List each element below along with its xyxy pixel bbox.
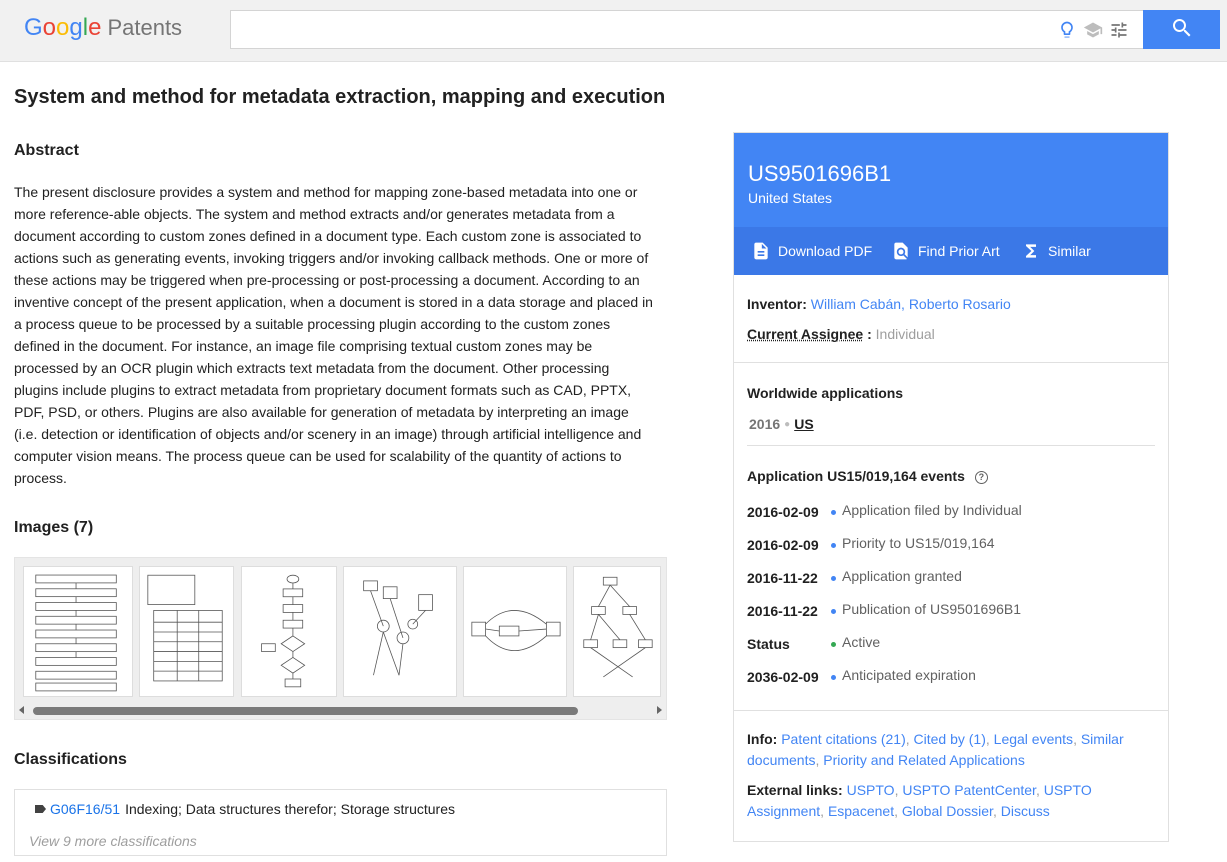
info-label: Info:	[747, 731, 778, 747]
event-row	[747, 568, 1157, 588]
worldwide-applications-title: Worldwide applications	[747, 385, 904, 401]
find-in-page-icon	[891, 241, 911, 261]
event-date: 2016-02-09	[747, 504, 819, 520]
logo-letter: G	[24, 14, 43, 41]
classifications-heading: Classifications	[14, 751, 127, 768]
google-patents-logo[interactable]	[24, 14, 182, 42]
lightbulb-icon[interactable]	[1057, 20, 1077, 40]
logo-word: Patents	[107, 15, 183, 40]
patent-title: System and method for metadata extraction, mapping and execution	[14, 86, 666, 108]
abstract-text: The present disclosure provides a system and method for mapping zone-based metadata into one or more reference-able objects. The system and method extracts and/or generates metadata from a document according to custom zones defined in a document type. Each custom zone is associated to actions such as generating events, invoking triggers and/or invoking callback methods. One or more of these actions may be triggered when pre-processing or post-processing a document. According to an inventive concept of the present application, when a document is stored in a data storage and placed in a process queue to be processed by a suitable processing plugin according to the custom zones defined in the document. For instance, an image file comprising textual custom zones may be processed by an OCR plugin which extracts text metadata from the document. Other processing plugins include plugins to extract metadata from proprietary document formats such as CAD, PPTX, PDF, PSD, or others. Plugins are also available for generation of metadata by interpreting an image (i.e. detection or identification of objects and/or scenery in an image) through artificial intelligence and computer vision means. The process queue can be used for scalability of the quantity of actions to process.	[14, 184, 653, 486]
external-links-label: External links:	[747, 782, 843, 798]
classification-code-link[interactable]: G06F16/51	[50, 801, 121, 817]
event-row	[747, 535, 1157, 555]
help-icon[interactable]: ?	[975, 471, 988, 484]
event-text: Publication of US9501696B1	[842, 601, 1022, 617]
patent-info-card	[733, 132, 1169, 842]
event-row	[747, 667, 1157, 687]
download-pdf-button[interactable]	[751, 241, 872, 261]
event-text: Application granted	[842, 568, 962, 584]
priority-applications-link[interactable]: Priority and Related Applications	[823, 752, 1025, 768]
global-dossier-link[interactable]: Global Dossier	[901, 803, 993, 819]
worldwide-application-row	[749, 416, 814, 432]
divider	[734, 710, 1168, 711]
inventor-row: Inventor: William Cabán, Roberto Rosario	[747, 296, 1011, 312]
search-button[interactable]	[1143, 10, 1220, 49]
view-more-classifications-link[interactable]: View 9 more classifications	[29, 833, 197, 849]
cited-by-link[interactable]: Cited by (1)	[913, 731, 986, 747]
event-row	[747, 502, 1157, 522]
uspto-patentcenter-link[interactable]: USPTO PatentCenter	[902, 782, 1036, 798]
search-input[interactable]	[241, 17, 1041, 43]
assignee-colon: :	[867, 326, 872, 342]
event-date: 2016-11-22	[747, 570, 818, 586]
event-text: Anticipated expiration	[842, 667, 976, 683]
assignee-value: Individual	[875, 326, 935, 342]
info-links: Info: Patent citations (21), Cited by (1), Legal events, Similar documents, Priority and Related Applications	[747, 731, 1124, 768]
patent-drawing-thumbnail[interactable]	[241, 566, 337, 697]
event-text: Application filed by Individual	[842, 502, 1022, 518]
classification-description: Indexing; Data structures therefor; Storage structures	[125, 801, 455, 817]
image-carousel	[14, 557, 667, 720]
carousel-scrollbar[interactable]	[19, 704, 662, 716]
find-prior-art-label: Find Prior Art	[918, 243, 1000, 259]
inventor-link[interactable]: William Cabán	[810, 296, 902, 312]
divider	[747, 445, 1155, 446]
similar-button[interactable]	[1021, 241, 1091, 261]
search-box	[230, 10, 1143, 49]
publication-number: US9501696B1	[748, 161, 892, 186]
event-dot-icon	[831, 675, 836, 680]
tune-icon[interactable]	[1109, 20, 1129, 40]
event-row	[747, 601, 1157, 621]
event-dot-icon	[831, 543, 836, 548]
assignee-label[interactable]: Current Assignee	[747, 326, 864, 342]
card-actions-bar	[734, 227, 1168, 275]
event-dot-icon	[831, 576, 836, 581]
sigma-icon	[1021, 241, 1041, 261]
event-dot-icon	[831, 609, 836, 614]
patent-drawing-thumbnail[interactable]	[343, 566, 457, 697]
separator-dot-icon: ●	[784, 419, 791, 430]
espacenet-link[interactable]: Espacenet	[827, 803, 895, 819]
event-dot-icon	[831, 510, 836, 515]
inventor-link[interactable]: Roberto Rosario	[908, 296, 1011, 312]
logo-letter: e	[88, 14, 102, 41]
discuss-link[interactable]: Discuss	[1000, 803, 1050, 819]
patent-drawing-thumbnail[interactable]	[23, 566, 133, 697]
top-bar	[0, 0, 1227, 62]
event-date: 2036-02-09	[747, 669, 819, 685]
patent-drawing-thumbnail[interactable]	[139, 566, 234, 697]
images-heading: Images (7)	[14, 519, 94, 536]
abstract-heading: Abstract	[14, 142, 79, 159]
card-header	[734, 133, 1168, 227]
inventor-label: Inventor:	[747, 296, 807, 312]
classifications-box	[14, 789, 667, 856]
label-tag-icon	[35, 805, 46, 813]
application-year: 2016	[749, 416, 781, 432]
similar-label: Similar	[1048, 243, 1091, 259]
publication-country: United States	[748, 190, 833, 206]
status-active-dot-icon	[831, 642, 836, 647]
divider	[734, 362, 1168, 363]
similar-documents-link[interactable]: Similar documents	[747, 731, 1124, 768]
patent-drawing-thumbnail[interactable]	[463, 566, 567, 697]
pdf-document-icon	[751, 241, 771, 261]
status-label: Status	[747, 636, 790, 652]
download-pdf-label: Download PDF	[778, 243, 873, 259]
scroll-left-arrow-icon[interactable]	[19, 706, 24, 714]
status-value: Active	[842, 634, 881, 650]
search-icon	[1170, 16, 1194, 40]
classification-row	[35, 801, 455, 817]
event-text: Priority to US15/019,164	[842, 535, 995, 551]
uspto-link[interactable]: USPTO	[846, 782, 895, 798]
application-events-title	[747, 468, 988, 484]
logo-letter: l	[82, 14, 89, 41]
external-links: External links: USPTO, USPTO PatentCenter, USPTO Assignment, Espacenet, Global Dossier, Discuss	[747, 782, 1092, 819]
status-row	[747, 634, 1157, 654]
legal-events-link[interactable]: Legal events	[993, 731, 1074, 747]
application-country-link[interactable]: US	[794, 416, 814, 432]
event-date: 2016-11-22	[747, 603, 818, 619]
application-events-label: Application US15/019,164 events	[747, 468, 965, 484]
scroll-right-arrow-icon[interactable]	[657, 706, 662, 714]
school-icon[interactable]	[1083, 20, 1103, 40]
patent-drawing-thumbnail[interactable]	[573, 566, 661, 697]
uspto-assignment-link[interactable]: USPTO Assignment	[747, 782, 1092, 819]
logo-letter: o	[42, 14, 57, 41]
logo-letter: o	[56, 14, 70, 41]
find-prior-art-button[interactable]	[891, 241, 1000, 261]
scroll-thumb[interactable]	[33, 707, 578, 715]
event-date: 2016-02-09	[747, 537, 819, 553]
patent-citations-link[interactable]: Patent citations (21)	[781, 731, 906, 747]
logo-letter: g	[69, 14, 83, 41]
assignee-row	[747, 326, 935, 342]
